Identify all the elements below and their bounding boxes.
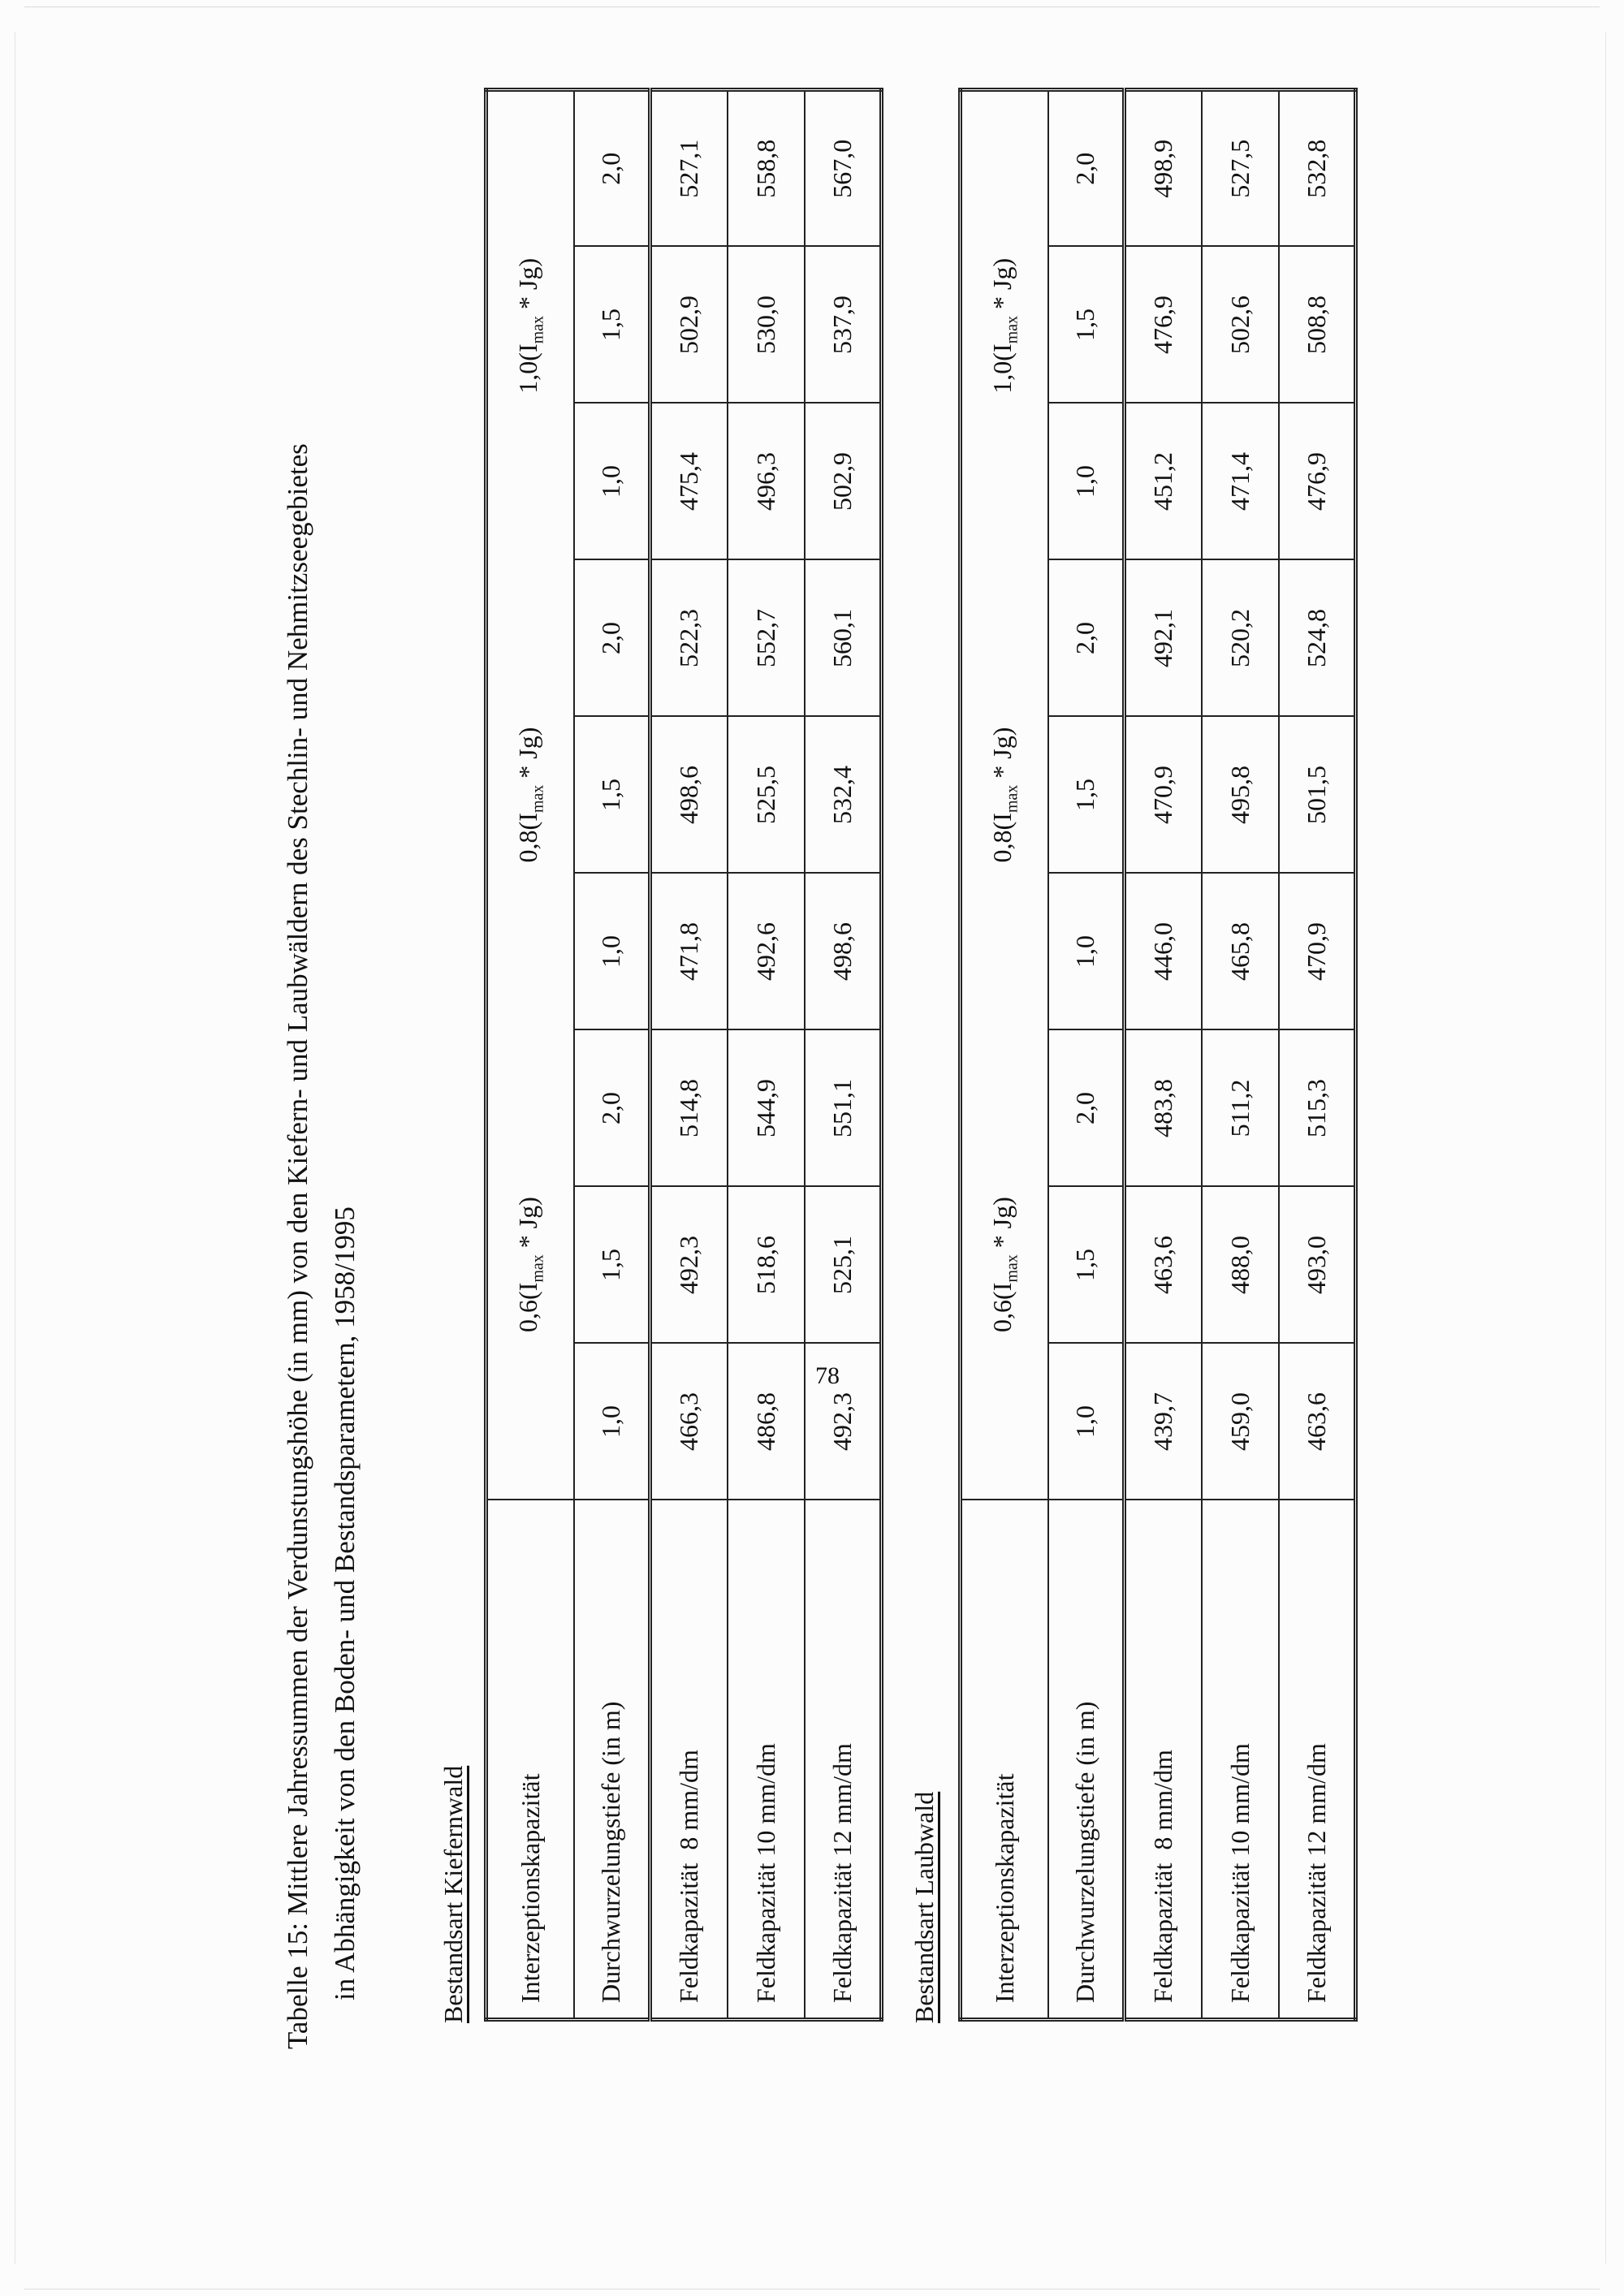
value-cell: 525,1 [805, 1187, 882, 1344]
row-label-feldkapazitaet: Feldkapazität 8 mm/dm [1125, 1500, 1202, 2020]
row-label-depth: Durchwurzelungstiefe (in m) [1048, 1500, 1125, 2020]
table-row [1202, 90, 1279, 2020]
data-table [484, 88, 883, 2022]
interception-group-header [486, 90, 574, 560]
group-prefix: 0,8(I [987, 813, 1017, 863]
group-prefix: 0,6(I [513, 1282, 543, 1332]
value-cell: 470,9 [1279, 874, 1356, 1030]
caption-line-1: Tabelle 15: Mittlere Jahressummen der Verdunstungshöhe (in mm) von den Kiefern- und Laubwäldern des Stechlin- und Nehmitzseegebietes [282, 443, 313, 2049]
group-subscript: max [1003, 784, 1021, 814]
value-cell: 466,3 [650, 1344, 728, 1500]
value-cell: 492,6 [728, 874, 805, 1030]
group-suffix: * Jg) [987, 257, 1017, 316]
row-label-feldkapazitaet: Feldkapazität 12 mm/dm [805, 1500, 882, 2020]
value-cell: 470,9 [1125, 717, 1202, 874]
value-cell: 502,9 [650, 247, 728, 404]
value-cell: 476,9 [1125, 247, 1202, 404]
value-cell: 476,9 [1279, 404, 1356, 560]
value-cell: 465,8 [1202, 874, 1279, 1030]
row-label-feldkapazitaet: Feldkapazität 10 mm/dm [1202, 1500, 1279, 2020]
row-label-depth: Durchwurzelungstiefe (in m) [574, 1500, 650, 2020]
value-cell: 560,1 [805, 560, 882, 717]
value-cell: 488,0 [1202, 1187, 1279, 1344]
value-cell: 532,8 [1279, 90, 1356, 247]
table-row [728, 90, 805, 2020]
group-suffix: * Jg) [987, 727, 1017, 785]
depth-cell: 2,0 [574, 560, 650, 717]
row-label-interception: Interzeptionskapazität [486, 1500, 574, 2020]
page-number: 78 [815, 1362, 840, 1389]
depth-cell: 1,0 [1048, 1344, 1125, 1500]
row-label-interception: Interzeptionskapazität [961, 1500, 1048, 2020]
value-cell: 527,1 [650, 90, 728, 247]
value-cell: 511,2 [1202, 1030, 1279, 1187]
group-subscript: max [1003, 1254, 1021, 1283]
group-prefix: 0,8(I [513, 813, 543, 863]
value-cell: 498,9 [1125, 90, 1202, 247]
value-cell: 508,8 [1279, 247, 1356, 404]
depth-cell: 2,0 [1048, 90, 1125, 247]
value-cell: 471,4 [1202, 404, 1279, 560]
row-label-feldkapazitaet: Feldkapazität 12 mm/dm [1279, 1500, 1356, 2020]
value-cell: 498,6 [805, 874, 882, 1030]
value-cell: 552,7 [728, 560, 805, 717]
value-cell: 463,6 [1279, 1344, 1356, 1500]
table-row [650, 90, 728, 2020]
value-cell: 544,9 [728, 1030, 805, 1187]
depth-cell: 1,5 [1048, 1187, 1125, 1344]
value-cell: 551,1 [805, 1030, 882, 1187]
value-cell: 498,6 [650, 717, 728, 874]
group-prefix: 1,0(I [513, 343, 543, 394]
value-cell: 502,6 [1202, 247, 1279, 404]
interception-group-header [486, 1030, 574, 1500]
value-cell: 520,2 [1202, 560, 1279, 717]
group-subscript: max [529, 784, 547, 814]
section-title-kiefernwald: Bestandsart Kiefernwald [438, 1765, 468, 2023]
depth-cell: 1,5 [574, 247, 650, 404]
group-suffix: * Jg) [513, 727, 543, 785]
value-cell: 451,2 [1125, 404, 1202, 560]
group-subscript: max [529, 1254, 547, 1283]
value-cell: 439,7 [1125, 1344, 1202, 1500]
group-suffix: * Jg) [513, 1197, 543, 1255]
value-cell: 459,0 [1202, 1344, 1279, 1500]
value-cell: 446,0 [1125, 874, 1202, 1030]
depth-cell: 2,0 [1048, 1030, 1125, 1187]
value-cell: 492,3 [650, 1187, 728, 1344]
value-cell: 532,4 [805, 717, 882, 874]
group-prefix: 0,6(I [987, 1282, 1017, 1332]
value-cell: 530,0 [728, 247, 805, 404]
value-cell: 475,4 [650, 404, 728, 560]
depth-cell: 1,0 [574, 404, 650, 560]
depth-cell: 1,0 [574, 874, 650, 1030]
table-row [1279, 90, 1356, 2020]
caption-line-2: in Abhängigkeit von den Boden- und Bestandsparametern, 1958/1995 [329, 1206, 361, 2000]
value-cell: 524,8 [1279, 560, 1356, 717]
depth-cell: 2,0 [574, 1030, 650, 1187]
interception-group-header [486, 560, 574, 1030]
value-cell: 522,3 [650, 560, 728, 717]
depth-cell: 1,0 [574, 1344, 650, 1500]
value-cell: 515,3 [1279, 1030, 1356, 1187]
value-cell: 501,5 [1279, 717, 1356, 874]
table-caption [274, 182, 369, 2049]
group-suffix: * Jg) [513, 257, 543, 316]
depth-cell: 1,5 [1048, 247, 1125, 404]
interception-group-header [961, 90, 1048, 560]
depth-cell: 1,0 [1048, 874, 1125, 1030]
data-table [958, 88, 1358, 2022]
value-cell: 463,6 [1125, 1187, 1202, 1344]
value-cell: 537,9 [805, 247, 882, 404]
depth-cell: 1,5 [574, 1187, 650, 1344]
row-label-feldkapazitaet: Feldkapazität 8 mm/dm [650, 1500, 728, 2020]
depth-cell: 1,5 [574, 717, 650, 874]
section-title-laubwald: Bestandsart Laubwald [909, 1791, 939, 2023]
value-cell: 483,8 [1125, 1030, 1202, 1187]
value-cell: 495,8 [1202, 717, 1279, 874]
depth-cell: 1,5 [1048, 717, 1125, 874]
table-row [1125, 90, 1202, 2020]
group-suffix: * Jg) [987, 1197, 1017, 1255]
value-cell: 525,5 [728, 717, 805, 874]
depth-cell: 2,0 [574, 90, 650, 247]
value-cell: 502,9 [805, 404, 882, 560]
interception-group-header [961, 560, 1048, 1030]
interception-group-header [961, 1030, 1048, 1500]
value-cell: 527,5 [1202, 90, 1279, 247]
value-cell: 518,6 [728, 1187, 805, 1344]
value-cell: 471,8 [650, 874, 728, 1030]
value-cell: 493,0 [1279, 1187, 1356, 1344]
row-label-feldkapazitaet: Feldkapazität 10 mm/dm [728, 1500, 805, 2020]
depth-cell: 1,0 [1048, 404, 1125, 560]
value-cell: 558,8 [728, 90, 805, 247]
group-prefix: 1,0(I [987, 343, 1017, 394]
value-cell: 567,0 [805, 90, 882, 247]
value-cell: 492,3 [805, 1344, 882, 1500]
table-row [805, 90, 882, 2020]
group-subscript: max [529, 315, 547, 344]
group-subscript: max [1003, 315, 1021, 344]
value-cell: 496,3 [728, 404, 805, 560]
value-cell: 492,1 [1125, 560, 1202, 717]
value-cell: 514,8 [650, 1030, 728, 1187]
depth-cell: 2,0 [1048, 560, 1125, 717]
value-cell: 486,8 [728, 1344, 805, 1500]
